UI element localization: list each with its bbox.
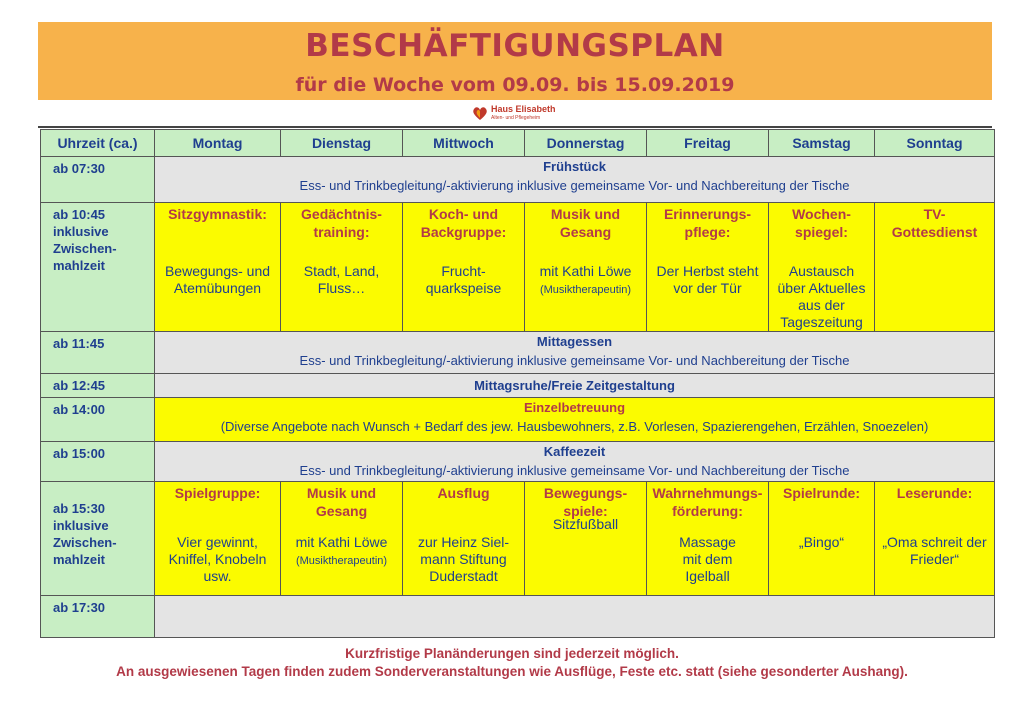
- time-cell: ab 14:00: [41, 398, 155, 442]
- midday-rest-cell: Mittagsruhe/Freie Zeitgestaltung: [155, 374, 995, 398]
- activity-cell-friday: [647, 203, 769, 332]
- time-cell: ab 07:30: [41, 157, 155, 203]
- table-row: [41, 398, 995, 442]
- activity-title: Wahrnehmungs- förderung:: [652, 485, 763, 519]
- activity-title: Leserunde:: [896, 485, 973, 501]
- activity-desc: „Bingo“: [798, 534, 845, 550]
- activity-title: Gedächtnis- training:: [301, 206, 382, 240]
- table-row: [41, 203, 995, 332]
- activity-title: Musik und Gesang: [306, 485, 377, 519]
- individual-care-cell: [155, 398, 995, 442]
- col-header-sunday: Sonntag: [875, 130, 995, 157]
- activity-desc: Der Herbst steht vor der Tür: [656, 263, 759, 296]
- footer-note-1: Kurzfristige Planänderungen sind jederzeit möglich.: [345, 646, 679, 661]
- header-row: [41, 130, 995, 157]
- col-header-friday: Freitag: [647, 130, 769, 157]
- evening-cell: [155, 596, 995, 638]
- individual-care-desc: (Diverse Angebote nach Wunsch + Bedarf des jew. Hausbewohners, z.B. Vorlesen, Spazierengehen, Erzählen, Snoezelen): [220, 419, 929, 434]
- header-banner: [38, 22, 992, 100]
- table-row: [41, 596, 995, 638]
- time-note: inklusive: [53, 224, 109, 239]
- coffee-desc: Ess- und Trinkbegleitung/-aktivierung inklusive gemeinsame Vor- und Nachbereitung der Tische: [299, 463, 850, 478]
- activity-desc: mit Kathi Löwe (Musiktherapeutin): [295, 534, 388, 567]
- coffee-title: Kaffeezeit: [543, 444, 606, 459]
- activity-title: Wochen- spiegel:: [792, 206, 851, 240]
- activity-cell-friday: [647, 482, 769, 596]
- activity-title: Musik und Gesang: [550, 206, 621, 240]
- activity-cell-wednesday: [403, 482, 525, 596]
- time-cell: ab 17:30: [41, 596, 155, 638]
- logo-name: Haus Elisabeth: [491, 104, 556, 114]
- activity-title: Erinnerungs- pflege:: [663, 206, 752, 240]
- activity-cell-thursday: [525, 203, 647, 332]
- col-header-saturday: Samstag: [769, 130, 875, 157]
- time-cell: [41, 482, 155, 596]
- activity-title: Spielgruppe:: [174, 485, 261, 501]
- activity-title: Bewegungs- spiele:: [543, 485, 628, 519]
- activity-desc: Frucht- quarkspeise: [425, 263, 502, 296]
- table-row: [41, 442, 995, 482]
- coffee-cell: [155, 442, 995, 482]
- activity-desc: Bewegungs- und Atemübungen: [164, 263, 271, 296]
- time-note: Zwischen-: [53, 241, 117, 256]
- col-header-tuesday: Dienstag: [281, 130, 403, 157]
- schedule-table: [40, 129, 995, 638]
- activity-cell-sunday: [875, 482, 995, 596]
- table-row: [41, 482, 995, 596]
- lunch-title: Mittagessen: [536, 334, 613, 349]
- lunch-desc: Ess- und Trinkbegleitung/-aktivierung inklusive gemeinsame Vor- und Nachbereitung der Tische: [299, 353, 850, 368]
- time-cell: ab 15:00: [41, 442, 155, 482]
- activity-title: Koch- und Backgruppe:: [420, 206, 507, 240]
- activity-cell-tuesday: [281, 203, 403, 332]
- activity-cell-saturday: [769, 482, 875, 596]
- time-note: Zwischen-: [53, 535, 117, 550]
- time-note: mahlzeit: [53, 258, 106, 273]
- table-row: [41, 157, 995, 203]
- breakfast-title: Frühstück: [543, 159, 606, 174]
- col-header-wednesday: Mittwoch: [403, 130, 525, 157]
- activity-title: Ausflug: [437, 485, 490, 501]
- col-header-monday: Montag: [155, 130, 281, 157]
- activity-desc: „Oma schreit der Frieder“: [882, 534, 987, 567]
- time-cell: ab 11:45: [41, 332, 155, 374]
- activity-desc: Vier gewinnt, Kniffel, Knobeln usw.: [168, 534, 267, 584]
- page-subtitle: für die Woche vom 09.09. bis 15.09.2019: [295, 74, 735, 96]
- activity-desc: mit Kathi Löwe (Musiktherapeutin): [539, 263, 632, 296]
- activity-title: Sitzgymnastik:: [168, 206, 267, 222]
- individual-care-title: Einzelbetreuung: [523, 400, 626, 415]
- col-header-thursday: Donnerstag: [525, 130, 647, 157]
- breakfast-desc: Ess- und Trinkbegleitung/-aktivierung inklusive gemeinsame Vor- und Nachbereitung der Tische: [299, 178, 850, 193]
- lunch-cell: [155, 332, 995, 374]
- table-row: [41, 374, 995, 398]
- activity-desc: Stadt, Land, Fluss…: [303, 263, 380, 296]
- time-label: ab 15:30: [53, 501, 106, 516]
- activity-desc: Sitzfußball: [552, 516, 619, 532]
- activity-title: Spielrunde:: [782, 485, 860, 501]
- time-note: mahlzeit: [53, 552, 106, 567]
- activity-desc: Austausch über Aktuelles aus der Tageszeitung: [777, 263, 866, 330]
- col-header-time: Uhrzeit (ca.): [41, 130, 155, 157]
- activity-desc: zur Heinz Siel- mann Stiftung Duderstadt: [417, 534, 510, 584]
- heart-logo-icon: [472, 105, 488, 121]
- time-label: ab 10:45: [53, 207, 106, 222]
- activity-cell-tuesday: [281, 482, 403, 596]
- time-note: inklusive: [53, 518, 109, 533]
- page-title: BESCHÄFTIGUNGSPLAN: [305, 28, 725, 64]
- table-row: [41, 332, 995, 374]
- activity-cell-saturday: [769, 203, 875, 332]
- activity-cell-thursday: [525, 482, 647, 596]
- breakfast-cell: [155, 157, 995, 203]
- time-cell: [41, 203, 155, 332]
- time-cell: ab 12:45: [41, 374, 155, 398]
- activity-cell-monday: [155, 203, 281, 332]
- activity-cell-sunday: [875, 203, 995, 332]
- activity-cell-monday: [155, 482, 281, 596]
- logo-tagline: Alten- und Pflegeheim: [491, 115, 541, 121]
- footer-note-2: An ausgewiesenen Tagen finden zudem Sonderveranstaltungen wie Ausflüge, Feste etc. statt (siehe gesonderter Aushang).: [116, 664, 908, 679]
- activity-title: TV- Gottesdienst: [891, 206, 978, 240]
- divider: [38, 126, 992, 128]
- activity-desc: Massage mit dem Igelball: [679, 534, 736, 584]
- activity-cell-wednesday: [403, 203, 525, 332]
